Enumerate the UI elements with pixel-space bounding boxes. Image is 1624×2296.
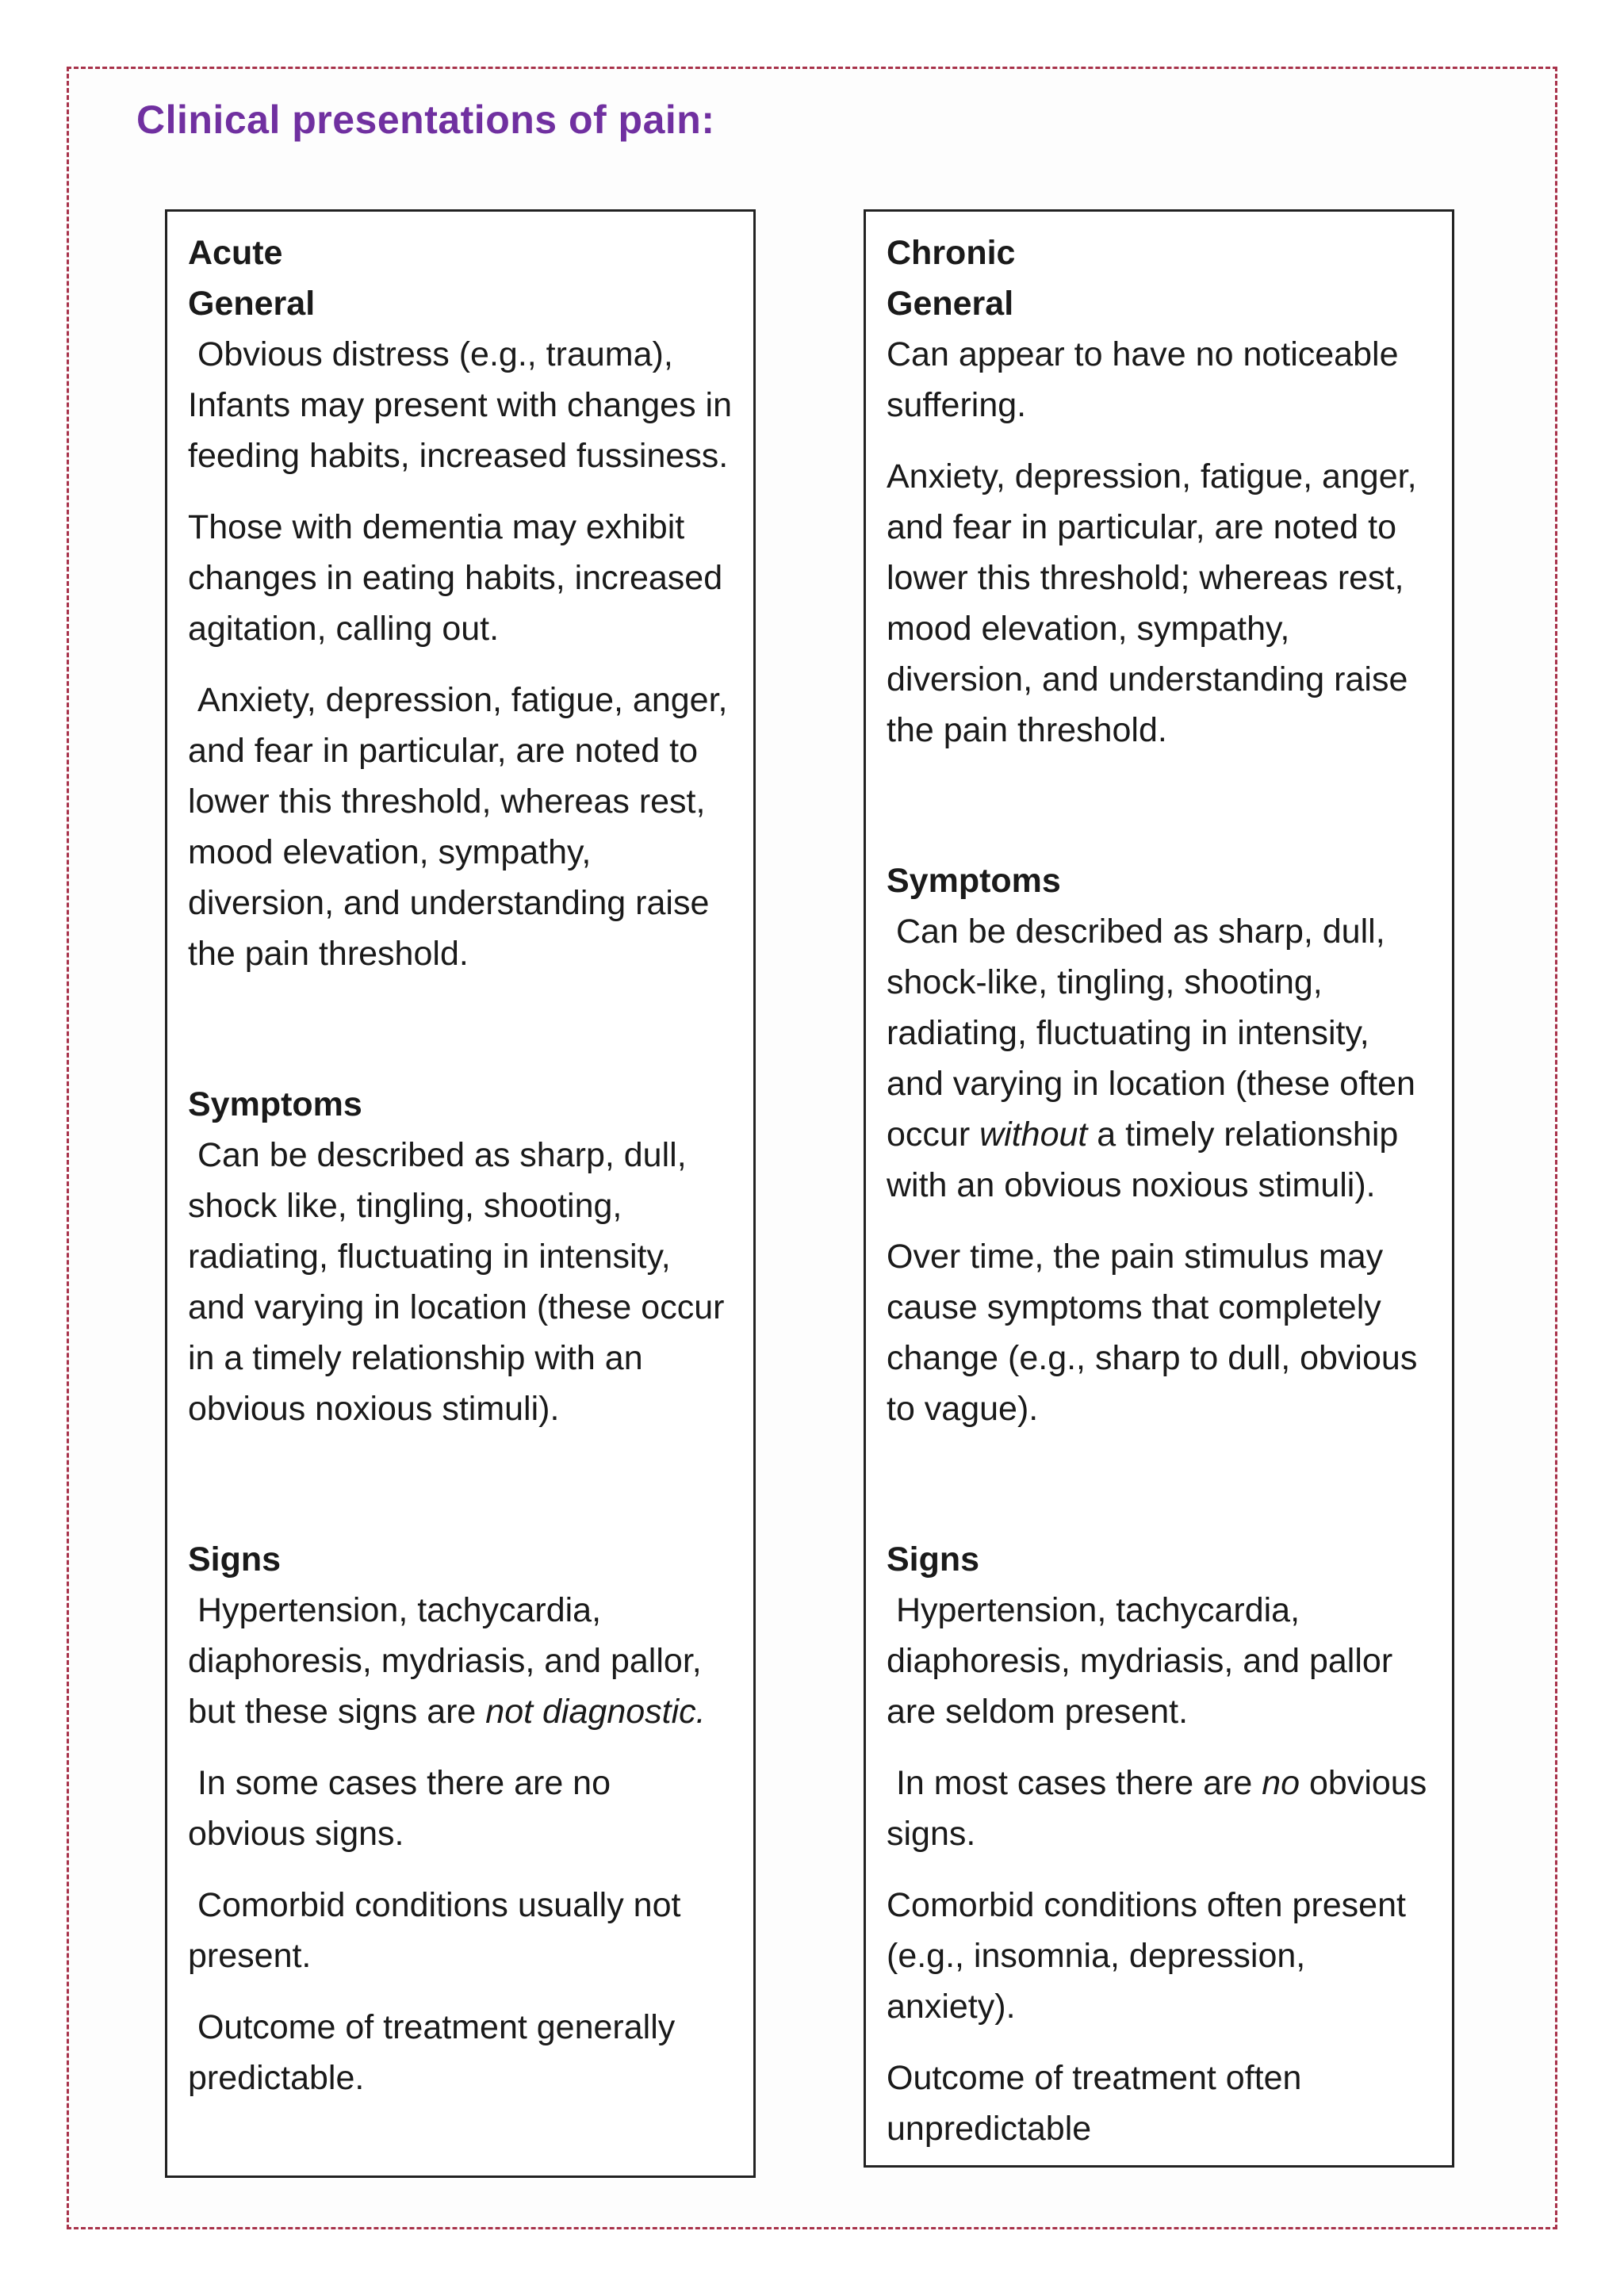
- chronic-symptoms-heading: Symptoms: [887, 862, 1061, 900]
- acute-symptoms-text-1: Can be described as sharp, dull, shock like, tingling, shooting, radiating, fluctuating in intensity, and varying in location (these occur in a timely relationship with an obvious noxious stimuli).: [188, 1136, 734, 1428]
- acute-signs-text-1-emphasis: not diagnostic.: [485, 1693, 706, 1731]
- acute-signs-text-2: In some cases there are no obvious signs.: [188, 1764, 620, 1853]
- acute-signs-text-3: Comorbid conditions usually not present.: [188, 1886, 691, 1975]
- spacer: [887, 1455, 1431, 1534]
- chronic-general-text-1: Can appear to have no noticeable suffering.: [887, 335, 1399, 424]
- chronic-signs-text-2-plain-a: In most cases there are: [887, 1764, 1262, 1802]
- acute-general-text-2: Those with dementia may exhibit changes in eating habits, increased agitation, calling out.: [188, 508, 723, 648]
- page-title: Clinical presentations of pain:: [136, 98, 715, 142]
- chronic-signs-text-2-emphasis: no: [1262, 1764, 1300, 1802]
- acute-column: [165, 209, 756, 2178]
- chronic-signs-heading: Signs: [887, 1540, 980, 1578]
- acute-general-text-3: Anxiety, depression, fatigue, anger, and fear in particular, are noted to lower this threshold, whereas rest, mood elevation, sympathy, diversion, and understanding raise the pain threshold.: [188, 681, 737, 973]
- acute-symptoms-heading: Symptoms: [188, 1085, 362, 1123]
- acute-general-text-1: Obvious distress (e.g., trauma), Infants may present with changes in feeding habits, increased fussiness.: [188, 335, 741, 475]
- chronic-symptoms-text-1: [887, 906, 1431, 1211]
- chronic-symptoms-text-1-plain-a: Can be described as sharp, dull, shock-like, tingling, shooting, radiating, fluctuating in intensity, and varying in location (these often occur: [887, 913, 1425, 1154]
- acute-general-heading: General: [188, 285, 316, 323]
- chronic-symptoms-text-1-plain-b: a timely relationship with an obvious noxious stimuli).: [887, 1115, 1408, 1204]
- acute-signs-text-1: [188, 1585, 733, 1737]
- chronic-signs-text-4: Outcome of treatment often unpredictable: [887, 2059, 1302, 2148]
- spacer: [188, 1000, 733, 1079]
- chronic-symptoms-text-2: Over time, the pain stimulus may cause symptoms that completely change (e.g., sharp to dull, obvious to vague).: [887, 1238, 1418, 1428]
- chronic-signs-text-3: Comorbid conditions often present (e.g., insomnia, depression, anxiety).: [887, 1886, 1406, 2026]
- spacer: [188, 1455, 733, 1534]
- chronic-signs-text-2: [887, 1758, 1437, 1859]
- acute-signs-text-4: Outcome of treatment generally predictable.: [188, 2008, 685, 2097]
- spacer: [887, 776, 1431, 855]
- chronic-general-text-2: Anxiety, depression, fatigue, anger, and fear in particular, are noted to lower this threshold; whereas rest, mood elevation, sympathy, diversion, and understanding raise the pain threshold.: [887, 457, 1417, 749]
- chronic-symptoms-text-1-emphasis: without: [979, 1115, 1088, 1154]
- acute-heading: Acute: [188, 234, 283, 272]
- chronic-heading: Chronic: [887, 234, 1016, 272]
- chronic-general-heading: General: [887, 285, 1014, 323]
- chronic-column: [864, 209, 1454, 2168]
- chronic-signs-text-2-plain-b: obvious signs.: [887, 1764, 1437, 1853]
- acute-signs-heading: Signs: [188, 1540, 282, 1578]
- acute-signs-text-1-plain: Hypertension, tachycardia, diaphoresis, mydriasis, and pallor, but these signs are: [188, 1591, 711, 1731]
- chronic-signs-text-1: Hypertension, tachycardia, diaphoresis, mydriasis, and pallor are seldom present.: [887, 1591, 1403, 1731]
